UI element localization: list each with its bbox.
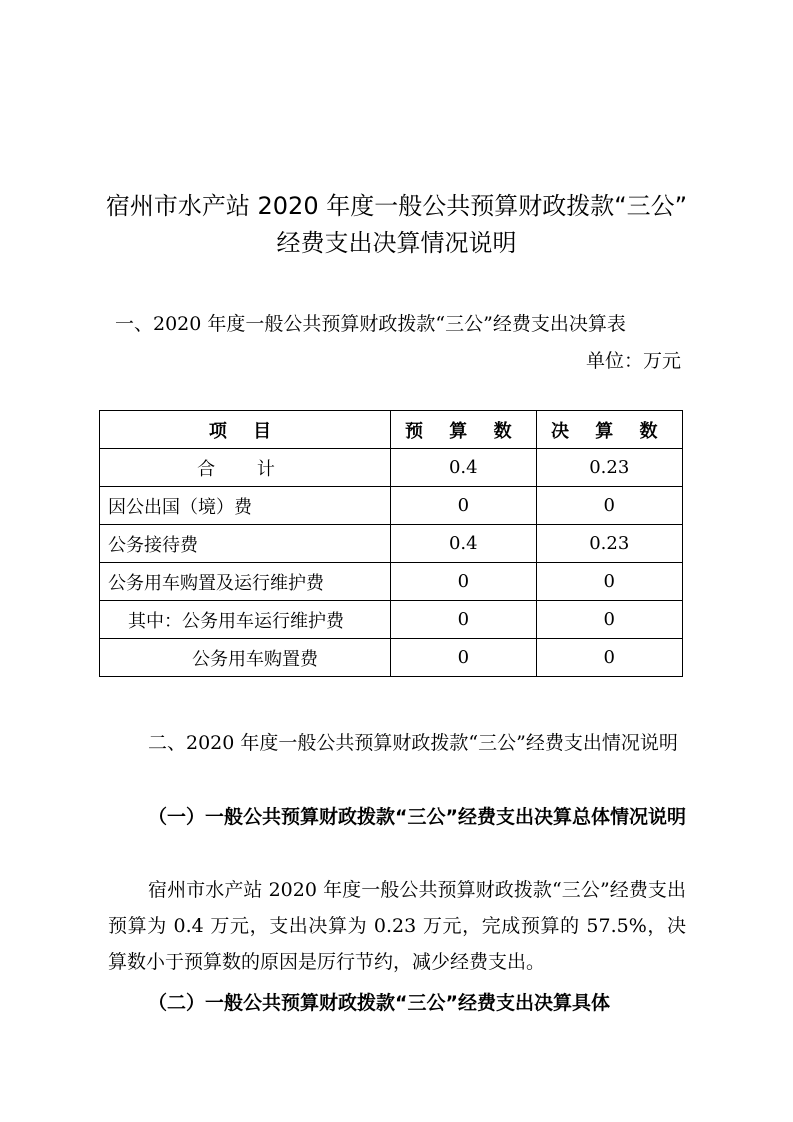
table-row xyxy=(100,601,683,639)
row-final: 0 xyxy=(536,563,682,601)
unit-label: 单位：万元 xyxy=(585,350,681,372)
table-row-total xyxy=(100,449,683,487)
table-row xyxy=(100,639,683,677)
row-label: 其中：公务用车运行维护费 xyxy=(100,601,391,639)
table-row xyxy=(100,487,683,525)
header-final: 决 算 数 xyxy=(536,411,682,449)
table-header-row xyxy=(100,411,683,449)
row-budget: 0 xyxy=(391,563,536,601)
row-final: 0 xyxy=(536,601,682,639)
subsection1-heading: （一）一般公共预算财政拨款“三公”经费支出决算总体情况说明 xyxy=(148,806,686,828)
row-label: 因公出国（境）费 xyxy=(100,487,391,525)
row-budget: 0 xyxy=(391,487,536,525)
header-budget: 预 算 数 xyxy=(391,411,536,449)
document-title-line1: 宿州市水产站 2020 年度一般公共预算财政拨款“三公” xyxy=(105,192,688,220)
table-row xyxy=(100,525,683,563)
subsection2-heading: （二）一般公共预算财政拨款“三公”经费支出决算具体 xyxy=(148,992,610,1014)
row-budget: 0.4 xyxy=(391,449,536,487)
row-final: 0.23 xyxy=(536,525,682,563)
section2-heading: 二、2020 年度一般公共预算财政拨款“三公”经费支出情况说明 xyxy=(148,732,678,754)
row-final: 0 xyxy=(536,487,682,525)
row-budget: 0.4 xyxy=(391,525,536,563)
row-final: 0 xyxy=(536,639,682,677)
table-row xyxy=(100,563,683,601)
row-budget: 0 xyxy=(391,601,536,639)
budget-table xyxy=(99,410,683,677)
row-final: 0.23 xyxy=(536,449,682,487)
document-title-line2: 经费支出决算情况说明 xyxy=(276,229,517,257)
row-label: 合 计 xyxy=(100,449,391,487)
row-budget: 0 xyxy=(391,639,536,677)
row-label: 公务用车购置费 xyxy=(100,639,391,677)
section1-heading: 一、2020 年度一般公共预算财政拨款“三公”经费支出决算表 xyxy=(115,313,626,335)
subsection1-body: 宿州市水产站 2020 年度一般公共预算财政拨款“三公”经费支出预算为 0.4 万元，支出决算为 0.23 万元，完成预算的 57.5%，决算数小于预算数的原因是厉行节约，减少经费支出。 xyxy=(108,879,686,973)
header-item: 项 目 xyxy=(100,411,391,449)
row-label: 公务用车购置及运行维护费 xyxy=(100,563,391,601)
row-label: 公务接待费 xyxy=(100,525,391,563)
